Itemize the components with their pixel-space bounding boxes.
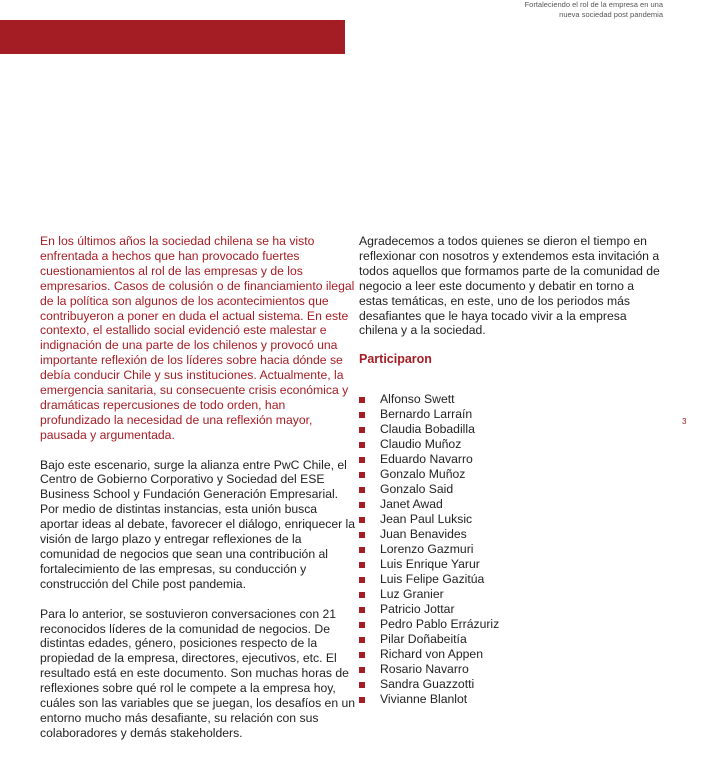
right-column: [359, 234, 664, 707]
red-header-bar: [0, 20, 345, 54]
participant-name: Gonzalo Muñoz: [380, 467, 466, 482]
participant-item: [359, 482, 664, 497]
participant-name: Rosario Navarro: [380, 662, 469, 677]
participant-item: [359, 632, 664, 647]
participant-name: Gonzalo Said: [380, 482, 454, 497]
square-bullet-icon: [359, 607, 365, 613]
page-number: 3: [682, 417, 687, 426]
square-bullet-icon: [359, 637, 365, 643]
running-header-line-2: nueva sociedad post pandemia: [559, 9, 663, 19]
square-bullet-icon: [359, 427, 365, 433]
participant-item: [359, 422, 664, 437]
participants-heading: Participaron: [359, 352, 432, 367]
left-column: [40, 234, 358, 741]
participant-name: Jean Paul Luksic: [380, 512, 473, 527]
participant-item: [359, 542, 664, 557]
participant-item: [359, 527, 664, 542]
square-bullet-icon: [359, 442, 365, 448]
participant-name: Eduardo Navarro: [380, 452, 473, 467]
participant-item: [359, 587, 664, 602]
square-bullet-icon: [359, 532, 365, 538]
square-bullet-icon: [359, 487, 365, 493]
participant-item: [359, 677, 664, 692]
participant-name: Alfonso Swett: [380, 392, 455, 407]
square-bullet-icon: [359, 667, 365, 673]
participant-name: Juan Benavides: [380, 527, 467, 542]
square-bullet-icon: [359, 577, 365, 583]
square-bullet-icon: [359, 652, 365, 658]
alliance-paragraph: Bajo este escenario, surge la alianza entre PwC Chile, el Centro de Gobierno Corporativo y Sociedad del ESE Business School y Fundación Generación Empresarial. Por medio de distintas instancias, esta unión busca aportar ideas al debate, favorecer el diálogo, enriquecer la visión de largo plazo y entregar reflexiones de la comunidad de negocios que sean una contribución al fortalecimiento de las empresas, su conducción y construcción del Chile post pandemia.: [40, 457, 356, 591]
participant-name: Claudio Muñoz: [380, 437, 462, 452]
participant-name: Vivianne Blanlot: [380, 692, 468, 707]
square-bullet-icon: [359, 592, 365, 598]
participant-name: Janet Awad: [380, 497, 443, 512]
participant-item: [359, 662, 664, 677]
participant-name: Pedro Pablo Errázuriz: [380, 617, 500, 632]
square-bullet-icon: [359, 622, 365, 628]
square-bullet-icon: [359, 412, 365, 418]
participant-name: Luis Felipe Gazitúa: [380, 572, 485, 587]
square-bullet-icon: [359, 682, 365, 688]
participant-item: [359, 647, 664, 662]
participant-name: Pilar Doñabeitía: [380, 632, 467, 647]
participant-name: Sandra Guazzotti: [380, 677, 475, 692]
participant-name: Luz Granier: [380, 587, 444, 602]
participant-item: [359, 497, 664, 512]
square-bullet-icon: [359, 697, 365, 703]
thanks-paragraph: Agradecemos a todos quienes se dieron el tiempo en reflexionar con nosotros y extendemos esta invitación a todos aquellos que formamos parte de la comunidad de negocio a leer este documento y debatir en torno a estas temáticas, en este, uno de los periodos más desafiantes que le haya tocado vivir a la empresa chilena y a la sociedad.: [359, 234, 660, 338]
running-header-line-1: Fortaleciendo el rol de la empresa en una: [524, 0, 663, 9]
participant-name: Patricio Jottar: [380, 602, 455, 617]
square-bullet-icon: [359, 517, 365, 523]
participant-name: Bernardo Larraín: [380, 407, 473, 422]
participant-item: [359, 617, 664, 632]
participant-name: Richard von Appen: [380, 647, 483, 662]
participant-item: [359, 407, 664, 422]
square-bullet-icon: [359, 472, 365, 478]
participant-item: [359, 692, 664, 707]
square-bullet-icon: [359, 562, 365, 568]
square-bullet-icon: [359, 502, 365, 508]
participant-item: [359, 602, 664, 617]
conversations-paragraph: Para lo anterior, se sostuvieron conversaciones con 21 reconocidos líderes de la comunidad de negocios. De distintas edades, género, posiciones respecto de la propiedad de la empresa, directores, ejecutivos, etc. El resultado está en este documento. Son muchas horas de reflexiones sobre qué rol le compete a la empresa hoy, cuáles son las variables que se juegan, los desafíos en un entorno mucho más desafiante, su relación con sus colaboradores y demás stakeholders.: [40, 606, 356, 740]
intro-paragraph: En los últimos años la sociedad chilena se ha visto enfrentada a hechos que han provocado fuertes cuestionamientos al rol de las empresas y de los empresarios. Casos de colusión o de financiamiento ilegal de la política son algunos de los acontecimientos que contribuyeron a poner en duda el actual sistema. En este contexto, el estallido social evidenció este malestar e indignación de una parte de los chilenos y provocó una importante reflexión de los líderes sobre hacia dónde se debía conducir Chile y sus instituciones. Actualmente, la emergencia sanitaria, su consecuente crisis económica y dramáticas repercusiones de todo orden, han profundizado la necesidad de una reflexión mayor, pausada y argumentada.: [40, 234, 355, 442]
participant-item: [359, 512, 664, 527]
participant-item: [359, 467, 664, 482]
participant-item: [359, 572, 664, 587]
participant-name: Luis Enrique Yarur: [380, 557, 480, 572]
square-bullet-icon: [359, 547, 365, 553]
running-header: [525, 0, 663, 19]
participant-item: [359, 557, 664, 572]
participant-item: [359, 452, 664, 467]
participants-list: [359, 392, 664, 707]
square-bullet-icon: [359, 457, 365, 463]
participant-name: Claudia Bobadilla: [380, 422, 475, 437]
participant-item: [359, 437, 664, 452]
participant-item: [359, 392, 664, 407]
participant-name: Lorenzo Gazmuri: [380, 542, 474, 557]
square-bullet-icon: [359, 397, 365, 403]
